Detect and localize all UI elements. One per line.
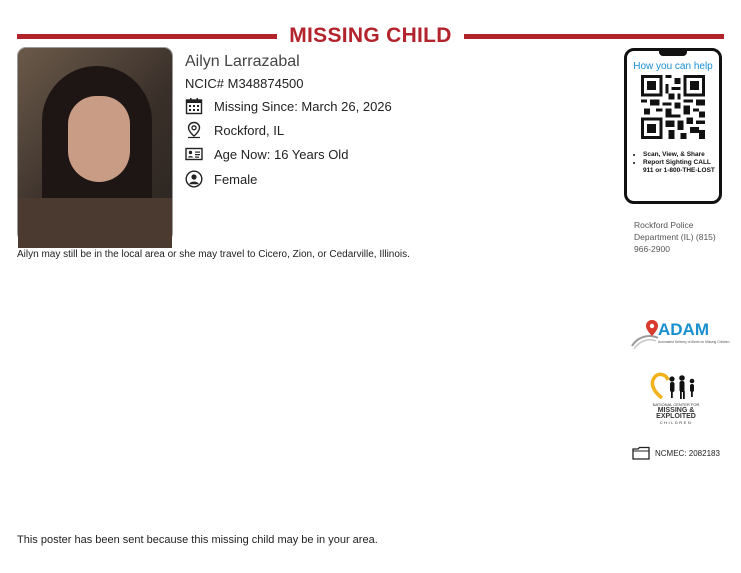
agency-contact: Rockford Police Department (IL) (815) 966-2900 [634,220,716,254]
ncmec-logo-text: NATIONAL CENTER FOR MISSING & EXPLOITED CHILDREN [652,402,700,425]
ncmec-logo [648,370,704,428]
sex: Female [214,171,258,187]
ncic-number: NCIC# M348874500 [185,76,304,91]
location-pin-icon [185,121,203,139]
adam-logo [630,318,730,354]
help-list [629,151,715,175]
qr-code[interactable] [641,75,705,139]
folder-icon [632,446,650,460]
adam-wordmark: ADAM [658,320,709,339]
missing-since-row [185,97,392,115]
adam-subtitle: Automated Delivery of Alerts on Missing Children [658,340,730,344]
poster-footer: This poster has been sent because this missing child may be in your area. [17,534,378,546]
help-item-report: • Report Sighting CALL 911 or 1-800-THE-LOST [643,159,715,175]
travel-description: Ailyn may still be in the local area or she may travel to Cicero, Zion, or Cedarville, Illinois. [17,249,410,260]
age-row [185,145,348,163]
location-row [185,121,284,139]
help-title: How you can help [633,61,713,72]
help-card [624,48,722,204]
child-photo [17,47,173,242]
ncmec-case-number: NCMEC: 2082183 [655,448,720,458]
page-title: MISSING CHILD [289,24,452,47]
missing-since: Missing Since: March 26, 2026 [214,98,392,114]
ncmec-emblem [648,370,704,402]
id-card-icon [185,145,203,163]
help-item-scan: • Scan, View, & Share [643,151,715,159]
last-seen-location: Rockford, IL [214,122,285,138]
calendar-icon [185,97,203,115]
person-icon [185,170,203,188]
phone-notch [659,50,687,56]
sex-row [185,170,257,188]
ncmec-case [632,446,720,460]
age-now: Age Now: 16 Years Old [214,146,349,162]
child-name: Ailyn Larrazabal [185,53,300,70]
